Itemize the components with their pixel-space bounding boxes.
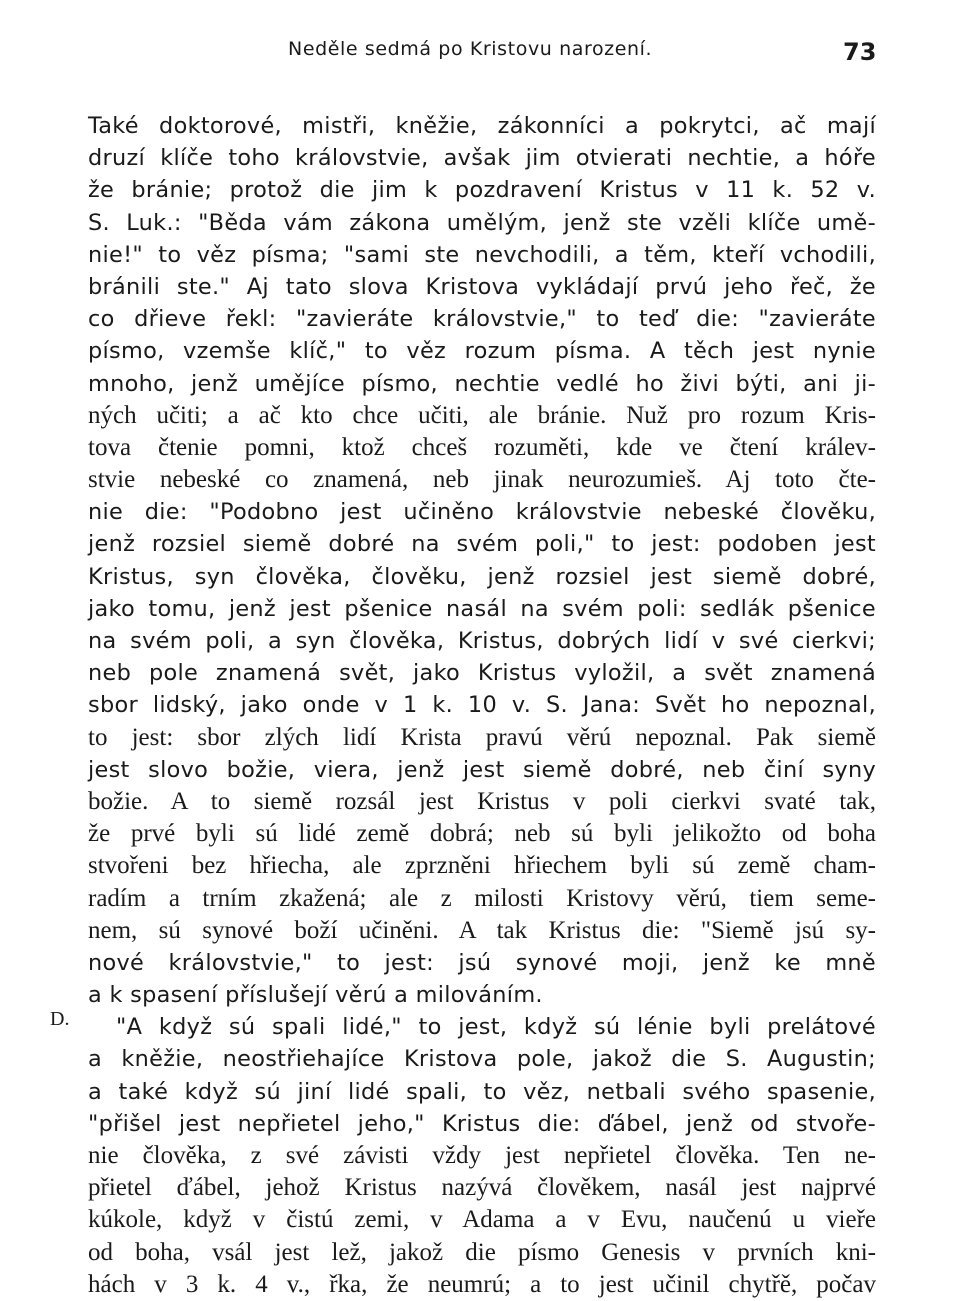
text-line: nie!" to věz písma; "sami ste nevchodili, a těm, kteří vchodili,: [88, 241, 876, 268]
text-line: radím a trním zkažená; ale z milosti Kristovy věrú, tiem seme-: [88, 884, 876, 912]
text-line: a kněžie, neostřiehajíce Kristova pole, jakož die S. Augustin;: [88, 1046, 876, 1073]
text-line: a k spasení příslušejí věrú a milováním.: [88, 982, 543, 1009]
text-line: nie člověka, z své závisti vždy jest nepřietel člověka. Ten ne-: [88, 1142, 876, 1169]
text-line: tova čtenie pomni, ktož chceš rozuměti, kde ve čtení králev-: [88, 433, 876, 461]
body-text: [88, 110, 876, 1301]
text-line: co dřieve řekl: "zavieráte královstvie," to teď die: "zavieráte: [88, 306, 876, 333]
text-line: "A když sú spali lidé," to jest, když sú lénie byli prelátové: [116, 1014, 876, 1041]
text-line: od boha, vsál jest lež, jakož die písmo Genesis v prvních kni-: [88, 1238, 876, 1266]
running-title: Neděle sedmá po Kristovu narození.: [288, 38, 653, 60]
text-line: a také když sú jiní lidé spali, to věz, netbali svého spasenie,: [88, 1078, 876, 1105]
margin-note: D.: [50, 1008, 70, 1030]
text-line: božie. A to siemě rozsál jest Kristus v poli cierkvi svaté tak,: [88, 787, 876, 815]
text-line: jest slovo božie, viera, jenž jest siemě dobré, neb činí syny: [88, 756, 876, 783]
text-line: S. Luk.: "Běda vám zákona umělým, jenž ste vzěli klíče umě-: [88, 209, 876, 236]
text-line: nové královstvie," to jest: jsú synové moji, jenž ke mně: [88, 949, 876, 976]
text-line: že bránie; protož die jim k pozdravení Kristus v 11 k. 52 v.: [88, 177, 876, 204]
text-line: ných učiti; a ač kto chce učiti, ale bránie. Nuž pro rozum Kris-: [88, 401, 876, 429]
text-line: bránili ste." Aj tato slova Kristova vykládají prvú jeho řeč, že: [88, 273, 876, 300]
text-line: přietel ďábel, jehož Kristus nazývá člověkem, nasál jest najprvé: [88, 1174, 876, 1202]
page-number: 73: [843, 38, 877, 66]
text-line: druzí klíče toho královstvie, avšak jim otvierati nechtie, a hóře: [88, 145, 876, 172]
text-line: na svém poli, a syn člověka, Kristus, dobrých lidí v své cierkvi;: [88, 628, 876, 654]
text-line: hách v 3 k. 4 v., řka, že neumrú; a to jest učinil chytřě, počav: [88, 1270, 876, 1298]
text-line: nie die: "Podobno jest učiněno královstvie nebeské člověku,: [88, 499, 876, 526]
text-line: Také doktorové, mistři, kněžie, zákonníci a pokrytci, ač mají: [88, 113, 876, 139]
text-line: "přišel jest nepřietel jeho," Kristus die: ďábel, jenž od stvoře-: [88, 1110, 876, 1137]
text-line: mnoho, jenž umějíce písmo, nechtie vedlé ho živi býti, ani ji-: [88, 370, 876, 397]
text-line: že prvé byli sú lidé země dobrá; neb sú byli jelikožto od boha: [88, 820, 876, 848]
text-line: sbor lidský, jako onde v 1 k. 10 v. S. Jana: Svět ho nepoznal,: [88, 692, 876, 719]
text-line: písmo, vzemše klíč," to věz rozum písma. A těch jest nynie: [88, 338, 876, 365]
text-line: jako tomu, jenž jest pšenice nasál na svém poli: sedlák pšenice: [88, 595, 876, 622]
page-header: [0, 36, 960, 76]
text-line: kúkole, když v čistú zemi, v Adama a v Evu, naučenú u vieře: [88, 1206, 876, 1234]
text-line: to jest: sbor zlých lidí Krista pravú věrú nepoznal. Pak siemě: [88, 723, 876, 751]
text-line: stvořeni bez hřiecha, ale zprzněni hřiechem byli sú země cham-: [88, 852, 876, 880]
text-line: Kristus, syn člověka, člověku, jenž rozsiel jest siemě dobré,: [88, 563, 876, 590]
text-line: nem, sú synové boží učiněni. A tak Kristus die: "Siemě jsú sy-: [88, 916, 876, 944]
text-line: jenž rozsiel siemě dobré na svém poli," to jest: podoben jest: [88, 531, 876, 558]
text-line: stvie nebeské co znamená, neb jinak neurozumieš. Aj toto čte-: [88, 466, 876, 494]
text-line: neb pole znamená svět, jako Kristus vyložil, a svět znamená: [88, 660, 876, 687]
